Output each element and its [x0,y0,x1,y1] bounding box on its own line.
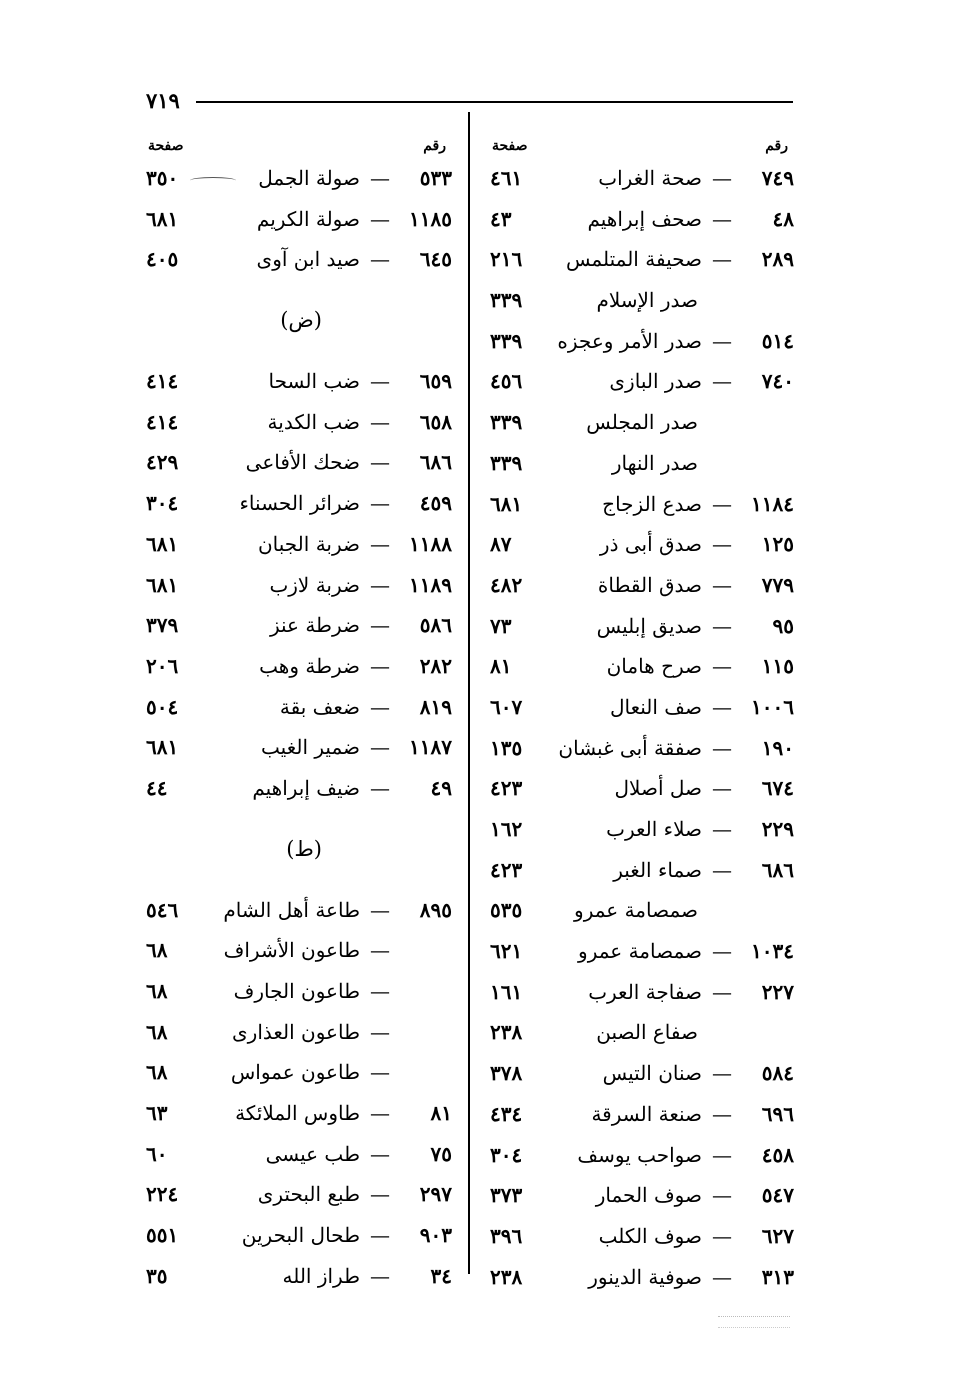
entry-page: ٤٢٣ [490,776,523,801]
entry-page: ٤٥٦ [490,369,523,394]
entry-page: ٦٢١ [490,939,523,964]
index-entry [484,689,794,730]
entry-number: ١٢٥ [761,532,794,557]
index-entry [140,1176,452,1217]
entry-name: صدر المجلس [586,410,698,435]
entry-number: ٥٨٤ [761,1061,794,1086]
entry-page: ٤٨٢ [490,572,523,597]
entry-number: ٤٨ [772,206,794,231]
entry-page: ٣٠٤ [146,491,179,516]
entry-name: ضربة لازب [269,572,360,597]
entry-number: ٦٧٤ [761,776,794,801]
entry-page: ٣٣٩ [490,288,523,313]
entry-page: ٦٣ [146,1101,168,1126]
entry-dash: — [370,979,390,1003]
entry-page: ٥٠٤ [146,694,179,719]
entry-page: ١٦٢ [490,817,523,841]
entry-page: ٢٣٨ [490,1020,523,1045]
entry-name: صدق أبى ذر [599,532,702,557]
entry-number: ١٠٣٤ [751,939,794,964]
entry-dash: — [370,1060,390,1085]
entry-name: صفقة أبى غبشان [558,735,702,760]
entry-name: صوفية الدينور [588,1264,702,1289]
entry-dash: — [370,206,390,231]
entry-number: ٦٥٨ [419,409,452,434]
entry-name: صمصامة عمرو [574,898,698,923]
index-entry [484,160,794,201]
index-entry [140,485,452,526]
entry-dash: — [712,1061,732,1086]
entry-page: ٦٨ [146,979,168,1003]
entry-page: ٤١٤ [146,409,179,434]
entry-dash: — [712,1183,732,1208]
entry-dash: — [370,1019,390,1044]
section-heading-label: (ط) [286,836,322,861]
entry-page: ٥٥١ [146,1223,179,1248]
entry-name: طراز الله [282,1263,360,1288]
entry-name: ضربة الجبان [257,531,360,556]
entry-page: ٣٥٠ [146,166,179,190]
entry-page: ٤١٤ [146,369,179,394]
entry-name: صيد ابن آوى [256,247,360,272]
entry-name: طاوس الملائكة [235,1101,360,1126]
entry-dash: — [370,938,390,963]
entry-name: ضرطة وهب [259,653,360,678]
index-column-right [484,136,794,1299]
entry-name: طاعة أهل الشام [223,897,360,922]
entry-number: ٨١ [430,1101,452,1126]
entry-page: ٦٨ [146,938,168,963]
entry-name: صولة الكريم [256,206,360,231]
entry-page: ٥٤٦ [146,897,179,922]
section-heading-dad [140,282,452,363]
entry-name: صدع الزجاج [602,491,702,516]
entry-dash: — [712,1142,732,1167]
entry-dash: — [370,653,390,678]
entry-number: ٧٤٩ [761,166,794,190]
entry-page: ٣٧٨ [490,1061,523,1086]
entry-page: ٦٨١ [146,572,179,597]
entry-name: ضحك الأفاعى [245,450,360,475]
index-entry [484,526,794,567]
entry-name: صدر البازى [609,369,702,394]
entry-page: ٣٣٩ [490,450,523,475]
entry-dash: — [712,694,732,719]
index-entry [484,486,794,527]
page-header: صفحة [492,138,528,154]
entry-name: ضيف إبراهيم [252,775,360,800]
entry-dash: — [370,450,390,475]
header-rule [196,101,793,103]
entry-dash: — [370,1223,390,1248]
entry-dash: — [712,247,732,272]
entry-dash: — [370,409,390,434]
entry-page: ٨٧ [490,532,512,557]
entry-page: ٦٨ [146,1019,168,1044]
index-entry [484,1259,794,1300]
entry-page: ٦٠٧ [490,694,523,719]
entry-page: ٦٠ [146,1141,168,1166]
entry-name: ضرطة عنز [269,613,360,638]
entry-name: صوف الكلب [598,1223,702,1248]
section-heading-ta [140,811,452,892]
index-entry [484,1096,794,1137]
column-divider [468,112,470,1274]
entry-number: ٧٧٩ [761,572,794,597]
entry-number: ١٩٠ [761,735,794,760]
entry-name: صدر النهار [611,450,698,475]
entry-name: ضب السحا [268,369,360,394]
index-entry [484,648,794,689]
index-entry [140,770,452,811]
index-entry [140,607,452,648]
index-entry [484,1218,794,1259]
index-entry [484,241,794,282]
index-entry [140,363,452,404]
entry-page: ٤٣٤ [490,1101,523,1126]
entry-dash: — [712,735,732,760]
entry-number: ٥١٤ [761,328,794,353]
entry-dash: — [370,491,390,516]
entry-page: ٤٢٩ [146,450,179,475]
entry-dash: — [712,1264,732,1289]
entry-page: ٤٠٥ [146,247,179,272]
entry-name: صفاجة العرب [588,979,702,1004]
entry-name: ضمير الغيب [261,735,360,760]
index-entry [484,201,794,242]
entry-page: ١٦١ [490,979,523,1004]
index-entry [140,526,452,567]
entry-dash: — [370,166,390,190]
page-number: ٧١٩ [146,88,180,113]
index-entry [140,729,452,770]
entry-number: ١١٥ [761,654,794,679]
entry-number: ١١٨٨ [409,531,452,556]
entry-name: صفاع الصبن [596,1020,698,1045]
entry-page: ٦٨ [146,1060,168,1085]
entry-page: ٦٨١ [146,735,179,760]
index-entry [484,1177,794,1218]
entry-dash: — [370,531,390,556]
entry-name: صمصامة عمرو [578,939,702,964]
entry-dash: — [370,694,390,719]
entry-number: ٨٩٥ [419,897,452,922]
entry-page: ٢٣٨ [490,1264,523,1289]
index-entry [484,933,794,974]
index-entry [140,567,452,608]
index-column-left [140,136,452,1299]
entry-name: صنان التيس [602,1061,702,1086]
entry-name: صواحب يوسف [577,1142,702,1167]
index-entry [140,892,452,933]
entry-number: ٥٤٧ [761,1183,794,1208]
entry-dash: — [370,1141,390,1166]
entry-page: ٦٨١ [490,491,523,516]
index-entry [484,892,794,933]
entry-name: ضعف بقة [279,694,360,719]
entry-number: ٢٩٧ [419,1182,452,1207]
entry-page: ٥٣٥ [490,898,523,923]
entry-number: ٦٨٦ [419,450,452,475]
entry-dash: — [370,613,390,638]
entry-page: ٣٣٩ [490,328,523,353]
entry-name: صحف إبراهيم [587,206,702,231]
index-entry [484,852,794,893]
entry-name: طحال البحرين [241,1223,360,1248]
entry-dash: — [712,979,732,1004]
index-entry [140,444,452,485]
index-entry [140,1136,452,1177]
entry-name: صماء الغبر [613,857,702,882]
index-entry [484,770,794,811]
page-header: صفحة [148,138,184,154]
entry-dash: — [370,1182,390,1207]
entry-name: طاعون الأشراف [223,938,360,963]
entry-name: صلاء العرب [606,817,702,841]
entry-page: ٦٨١ [146,531,179,556]
entry-page: ٢١٦ [490,247,523,272]
entry-number: ٩٠٣ [419,1223,452,1248]
entry-number: ٩٥ [772,613,794,638]
entry-name: ضب الكدية [267,409,360,434]
entry-number: ٥٨٦ [419,613,452,638]
entry-number: ٤٥٨ [761,1142,794,1167]
entry-dash: — [712,328,732,353]
entry-dash: — [712,491,732,516]
entry-page: ٦٨١ [146,206,179,231]
entry-number: ٧٤٠ [761,369,794,394]
entry-dash: — [712,532,732,557]
entry-dash: — [712,817,732,841]
index-entry [484,363,794,404]
index-entry [140,1054,452,1095]
entry-number: ١١٨٩ [409,572,452,597]
entry-number: ٤٥٩ [419,491,452,516]
entry-dash: — [712,206,732,231]
entry-name: صف النعال [609,694,702,719]
index-entry [140,241,452,282]
entry-dash: — [712,939,732,964]
entry-name: صوف الحمار [595,1183,702,1208]
library-stamp-mark [718,1316,790,1328]
index-entry [140,973,452,1014]
column-header [484,136,794,160]
number-header: رقم [765,138,788,154]
entry-dash: — [712,572,732,597]
entry-dash: — [370,1101,390,1126]
index-entry [484,1137,794,1178]
index-entry [140,932,452,973]
entry-page: ٤٦١ [490,166,523,190]
entry-page: ٤٣ [490,206,512,231]
index-entry [140,1217,452,1258]
entry-page: ٣٧٩ [146,613,179,638]
entry-dash: — [370,247,390,272]
section-heading-label: (ض) [280,308,322,333]
entry-page: ٣٩٦ [490,1223,523,1248]
entry-name: صنعة السرقة [591,1101,702,1126]
entry-number: ٨١٩ [419,694,452,719]
entry-dash: — [712,654,732,679]
entry-number: ٢٨٢ [419,653,452,678]
entry-dash: — [370,775,390,800]
entry-number: ٣٤ [430,1263,452,1288]
index-entry [140,404,452,445]
entry-dash: — [712,613,732,638]
entry-page: ٢٠٦ [146,653,179,678]
index-entry [484,1014,794,1055]
index-entry [484,608,794,649]
entry-number: ٦٢٧ [761,1223,794,1248]
entry-name: صدق القطاة [597,572,702,597]
index-entry [140,1014,452,1055]
index-entry [140,1258,452,1299]
entry-page: ٣٥ [146,1263,168,1288]
column-header [140,136,452,160]
entry-name: ضرائر الحسناء [239,491,360,516]
entry-page: ٤٢٣ [490,857,523,882]
entry-page: ١٣٥ [490,735,523,760]
entry-dash: — [712,166,732,190]
entry-number: ٢٨٩ [761,247,794,272]
entry-name: صديق إبليس [596,613,702,638]
entry-dash: — [370,369,390,394]
index-entry [140,160,452,201]
index-entry [140,201,452,242]
index-entry [484,323,794,364]
entry-dash: — [712,1101,732,1126]
entry-name: صدر الأمر وعجزه [557,328,702,353]
entry-dash: — [712,369,732,394]
entry-page: ٣٣٩ [490,410,523,435]
entry-number: ٢٢٧ [761,979,794,1004]
entry-name: طاعون الجارف [233,979,360,1003]
entry-page: ٧٣ [490,613,512,638]
entry-dash: — [712,857,732,882]
entry-dash: — [370,897,390,922]
index-entry [484,974,794,1015]
entry-number: ٤٩ [430,775,452,800]
index-entry [140,1095,452,1136]
entry-name: صحة الغراب [598,166,702,190]
entry-dash: — [370,572,390,597]
index-entry [484,445,794,486]
entry-page: ٣٠٤ [490,1142,523,1167]
index-entry [484,282,794,323]
entry-number: ٦٨٦ [761,857,794,882]
entry-number: ٧٥ [430,1141,452,1166]
entry-number: ٢٢٩ [761,817,794,841]
index-entry [484,811,794,852]
entry-number: ١١٨٤ [751,491,794,516]
entry-dash: — [712,1223,732,1248]
entry-name: صرح هامان [606,654,702,679]
index-entry [484,567,794,608]
entry-name: طاعون عمواس [230,1060,360,1085]
entry-page: ٤٤ [146,775,168,800]
index-entry [484,1055,794,1096]
entry-name: صحيفة المتلمس [565,247,702,272]
entry-page: ٣٧٣ [490,1183,523,1208]
entry-number: ٣١٣ [761,1264,794,1289]
entry-name: طب عيسى [265,1141,360,1166]
index-entry [140,689,452,730]
entry-number: ٦٩٦ [761,1101,794,1126]
entry-number: ٦٤٥ [419,247,452,272]
entry-dash: — [712,776,732,801]
entry-name: طاعون العذارى [232,1019,360,1044]
entry-page: ٢٢٤ [146,1182,179,1207]
entry-page: ٨١ [490,654,512,679]
index-entry [484,730,794,771]
index-entry [484,404,794,445]
entry-name: طبع البحترى [257,1182,360,1207]
entry-number: ١١٨٥ [409,206,452,231]
entry-dash: — [370,735,390,760]
entry-number: ١٠٠٦ [751,694,794,719]
entry-number: ٦٥٩ [419,369,452,394]
number-header: رقم [423,138,446,154]
index-entry [140,648,452,689]
entry-name: صدر الإسلام [596,288,698,313]
entry-number: ٥٣٣ [419,166,452,190]
entry-name: صولة الجمل [258,166,360,190]
entry-name: صل أصلال [614,776,702,801]
entry-dash: — [370,1263,390,1288]
entry-number: ١١٨٧ [409,735,452,760]
